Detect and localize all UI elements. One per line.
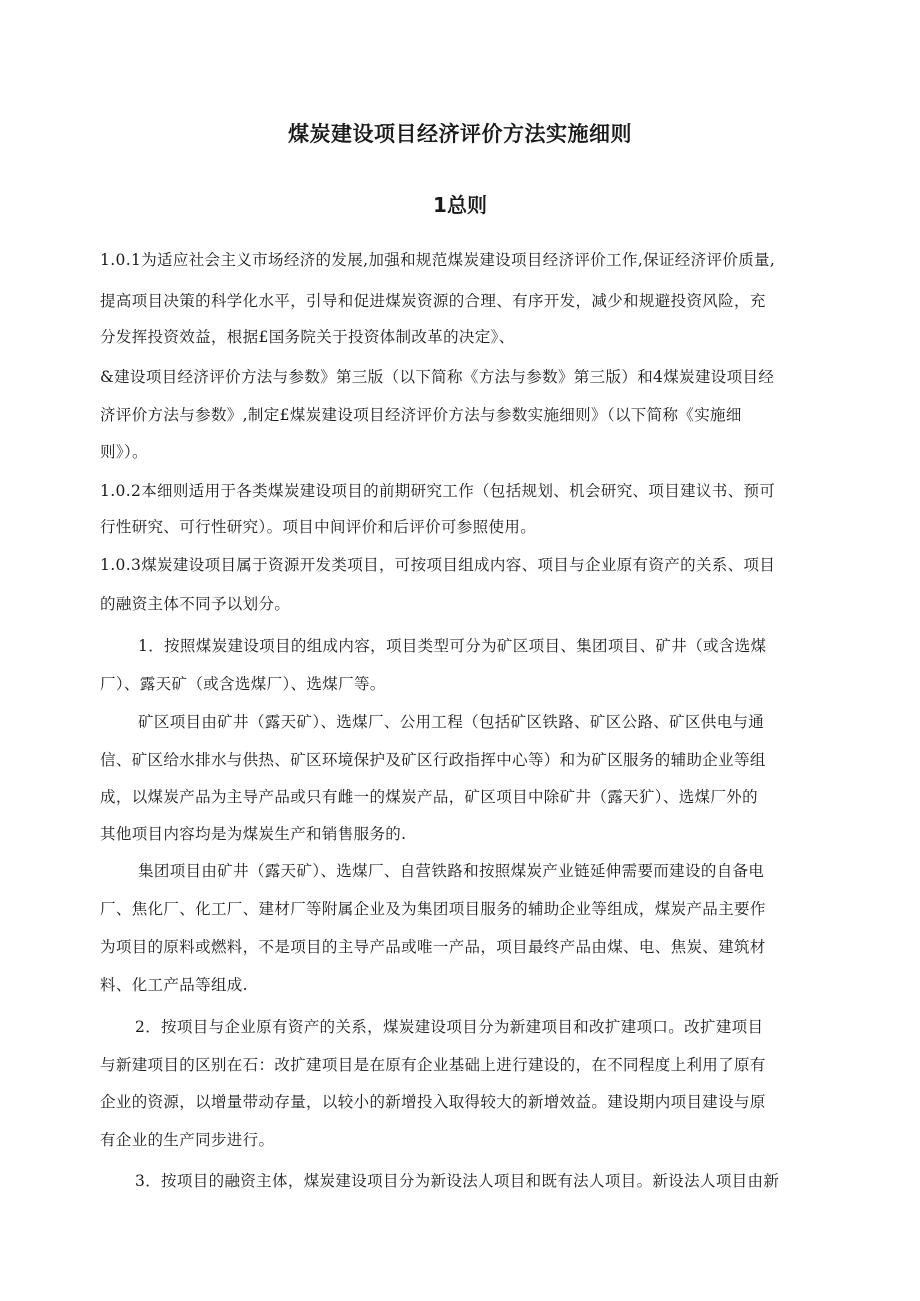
text-line: 集团项目由矿井（露天矿）、选煤厂、自营铁路和按照煤炭产业链延伸需要而建设的自备电 — [138, 862, 765, 880]
text-line: 分发挥投资效益，根据£国务院关于投资体制改革的决定》、 — [100, 328, 515, 346]
text-line: 1.0.1为适应社会主义市场经济的发展,加强和规范煤炭建设项目经济评价工作,保证经济评价质量, — [100, 251, 776, 269]
text-line: 的融资主体不同予以划分。 — [100, 595, 291, 613]
text-line: 信、矿区给水排水与供热、矿区环境保护及矿区行政指挥中心等）和为矿区服务的辅助企业等组 — [100, 751, 766, 769]
section-title: 1总则 — [433, 193, 487, 217]
text-line: &建设项目经济评价方法与参数》第三版（以下简称《方法与参数》第三版）和4煤炭建设项目经 — [100, 368, 775, 386]
text-line: 提高项目决策的科学化水平，引导和促进煤炭资源的合理、有序开发，减少和规避投资风险，充 — [100, 292, 766, 310]
text-line: 矿区项目由矿井（露天矿）、选煤厂、公用工程（包括矿区铁路、矿区公路、矿区供电与通 — [138, 713, 765, 731]
text-line: 成，以煤炭产品为主导产品或只有雌一的煤炭产品，矿区项目中除矿井（露天犷）、选煤厂外的 — [100, 788, 758, 806]
text-line: 为项目的原料或燃料，不是项目的主导产品或唯一产品，项目最终产品由煤、电、焦炭、建筑材 — [100, 938, 766, 956]
text-line: 与新建项目的区别在石：改扩建项目是在原有企业基础上进行建设的，在不同程度上利用了原有 — [100, 1056, 766, 1074]
text-line: 其他项目内容均是为煤炭生产和销售服务的. — [100, 825, 407, 843]
document-title: 煤炭建设项目经济评价方法实施细则 — [288, 122, 632, 146]
text-line: 济评价方法与参数》,制定£煤炭建设项目经济评价方法与参数实施细则》（以下简称《实施细 — [100, 406, 742, 424]
text-line: 厂）、露天矿（或含选煤厂）、选煤厂等。 — [100, 675, 386, 693]
text-line: 厂、焦化厂、化工厂、建材厂等附属企业及为集团项目服务的辅助企业等组成，煤炭产品主要作 — [100, 900, 766, 918]
text-line: 1．按照煤炭建设项目的组成内容，项目类型可分为矿区项目、集团项目、矿井（或含选煤 — [138, 637, 767, 655]
text-line: 则》）。 — [100, 443, 148, 461]
text-line: 料、化工产品等组成. — [100, 976, 248, 994]
text-line: 1.0.3煤炭建设项目属于资源开发类项目，可按项目组成内容、项目与企业原有资产的关系、项目 — [100, 556, 776, 574]
text-line: 2．按项目与企业原有资产的关系，煤炭建设项目分为新建项目和改扩建项口。改扩建项目 — [135, 1018, 764, 1036]
text-line: 行性研究、可行性研究）。项目中间评价和后评价可参照使用。 — [100, 518, 537, 536]
text-line: 3．按项目的融资主体，煤炭建设项目分为新设法人项目和既有法人项目。新设法人项目由新 — [135, 1172, 780, 1190]
text-line: 有企业的生产同步进行。 — [100, 1131, 275, 1149]
text-line: 企业的资源，以增量带动存量，以较小的新增投入取得较大的新增效益。建设期内项目建设与原 — [100, 1093, 766, 1111]
text-line: 1.0.2本细则适用于各类煤炭建设项目的前期研究工作（包括规划、机会研究、项目建议书、预可 — [100, 482, 776, 500]
